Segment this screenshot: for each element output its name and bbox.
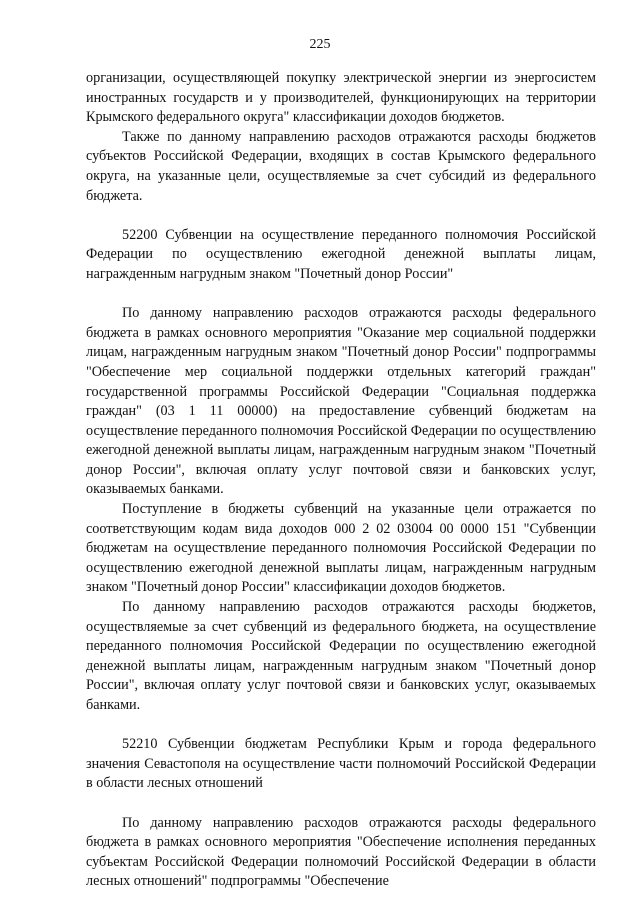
document-body bbox=[86, 69, 596, 892]
paragraph-52210-expenses: По данному направлению расходов отражаются расходы федерального бюджета в рамках основного мероприятия "Обеспечение исполнения переданных субъектам Российской Федерации полномочий Российской Федерации в области лесных отношений" подпрограммы "Обеспечение bbox=[86, 814, 596, 890]
page-number: 225 bbox=[309, 37, 331, 52]
section-heading-52200: 52200 Субвенции на осуществление переданного полномочия Российской Федерации по осуществлению ежегодной денежной выплаты лицам, награжденным нагрудным знаком "Почетный донор России" bbox=[86, 226, 596, 282]
paragraph-52200-expenses: По данному направлению расходов отражаются расходы федерального бюджета в рамках основного мероприятия "Оказание мер социальной поддержки лицам, награжденным нагрудным знаком "Почетный донор России" подпрограммы "Обеспечение мер социальной поддержки отдельных категорий граждан" государственной программы Российской Федерации "Социальная поддержка граждан" (03 1 11 00000) на предоставление субвенций бюджетам на осуществление переданного полномочия Российской Федерации по осуществлению ежегодной денежной выплаты лицам, награжденным нагрудным знаком "Почетный донор России", включая оплату услуг почтовой связи и банковских услуг, оказываемых банками. bbox=[86, 305, 596, 498]
paragraph-crimea-note: Также по данному направлению расходов отражаются расходы бюджетов субъектов Российской Федерации, входящих в состав Крымского федерального округа, на указанные цели, осуществляемые за счет субсидий из федерального бюджета. bbox=[86, 128, 596, 204]
section-heading-52210: 52210 Субвенции бюджетам Республики Крым и города федерального значения Севастополя на осуществление части полномочий Российской Федерации в области лесных отношений bbox=[86, 736, 596, 792]
paragraph-52200-regional: По данному направлению расходов отражаются расходы бюджетов, осуществляемые за счет субвенций из федерального бюджета, на осуществление переданного полномочия Российской Федерации по осуществлению ежегодной денежной выплаты лицам, награжденным нагрудным знаком "Почетный донор России", включая оплату услуг почтовой связи и банковских услуг, оказываемых банками. bbox=[86, 599, 596, 713]
paragraph-52200-income: Поступление в бюджеты субвенций на указанные цели отражается по соответствующим кодам вида доходов 000 2 02 03004 00 0000 151 "Субвенции бюджетам на осуществление переданного полномочия Российской Федерации по осуществлению ежегодной денежной выплаты лицам, награжденным нагрудным знаком "Почетный донор России" классификации доходов бюджетов. bbox=[86, 501, 596, 596]
paragraph-continuation: организации, осуществляющей покупку электрической энергии из энергосистем иностранных государств и у производителей, функционирующих на территории Крымского федерального округа" классификации доходов бюджетов. bbox=[86, 70, 596, 126]
